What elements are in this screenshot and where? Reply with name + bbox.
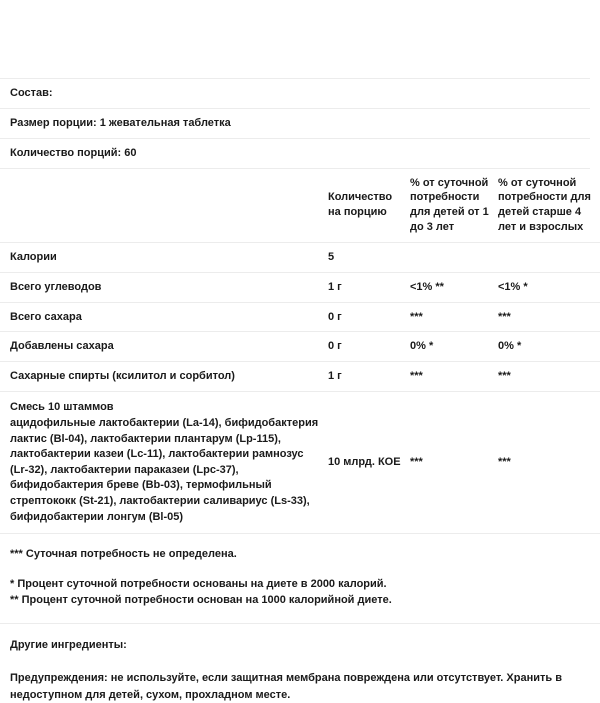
table-row [0,302,600,332]
nutrient-name: Всего сахара [0,302,328,332]
nutrient-dv-children [410,242,498,272]
probiotic-blend-title: Смесь 10 штаммов [10,401,114,414]
probiotic-blend-cell [0,392,328,534]
footnote-basis-1000: ** Процент суточной потребности основан на 1000 калорийной диете. [10,594,392,607]
header-amount-per-serving: Количество на порцию [328,169,410,243]
table-row [0,242,600,272]
composition-label: Состав: [10,87,53,99]
nutrient-name: Всего углеводов [0,272,328,302]
nutrient-dv-children: *** [410,302,498,332]
probiotic-blend-amount: 10 млрд. КОЕ [328,392,410,534]
probiotic-blend-strains: ацидофильные лактобактерии (La-14), бифидобактерия лактис (Bl-04), лактобактерии плантарум (Lp-115), лактобактерии казеи (Lc-11), лактобактерии рамнозус (Lr-32), лактобактерии параказеи (Lpc-37), бифидобактерия бреве (Bb-03), термофильный стрептококк (St-21), лактобактерии саливариус (Ls-33), бифидобактерии лонгум (Bl-05) [10,416,319,523]
nutrient-dv-children: *** [410,362,498,392]
nutrient-dv-adults: 0% * [498,332,600,362]
nutrient-dv-adults: <1% * [498,272,600,302]
nutrient-name: Сахарные спирты (ксилитол и сорбитол) [0,362,328,392]
servings-per-container-row: Количество порций: 60 [10,146,137,159]
nutrient-amount: 0 г [328,332,410,362]
table-row-probiotic-blend [0,392,600,534]
header-nutrient [0,169,328,243]
footnote-not-established: *** Суточная потребность не определена. [10,548,237,561]
footnote-basis-2000: * Процент суточной потребности основаны на диете в 2000 калорий. [10,577,387,590]
supplement-facts-table [0,169,600,535]
nutrient-dv-children: 0% * [410,332,498,362]
table-header [0,169,600,243]
table-body [0,242,600,533]
nutrient-dv-adults: *** [498,362,600,392]
probiotic-blend-dv-adults: *** [498,392,600,534]
warnings-text: Предупреждения: не используйте, если защитная мембрана повреждена или отсутствует. Хранить в недоступном для детей, сухом, прохладном месте. [10,672,562,701]
nutrient-amount: 0 г [328,302,410,332]
nutrient-dv-adults: *** [498,302,600,332]
nutrient-amount: 1 г [328,362,410,392]
nutrient-amount: 5 [328,242,410,272]
nutrient-name: Добавлены сахара [0,332,328,362]
nutrient-dv-children: <1% ** [410,272,498,302]
table-row [0,272,600,302]
header-daily-value-adults: % от суточной потребности для детей старше 4 лет и взрослых [498,169,600,243]
nutrient-name: Калории [0,242,328,272]
other-ingredients-label: Другие ингредиенты: [10,638,127,651]
header-daily-value-children: % от суточной потребности для детей от 1 до 3 лет [410,169,498,243]
table-row [0,362,600,392]
nutrient-amount: 1 г [328,272,410,302]
footnotes-section [0,534,600,624]
probiotic-blend-dv-children: *** [410,392,498,534]
nutrient-dv-adults [498,242,600,272]
tail-section [0,624,600,703]
serving-size-row: Размер порции: 1 жевательная таблетка [10,116,231,129]
table-row [0,332,600,362]
table-header-row [0,169,600,243]
